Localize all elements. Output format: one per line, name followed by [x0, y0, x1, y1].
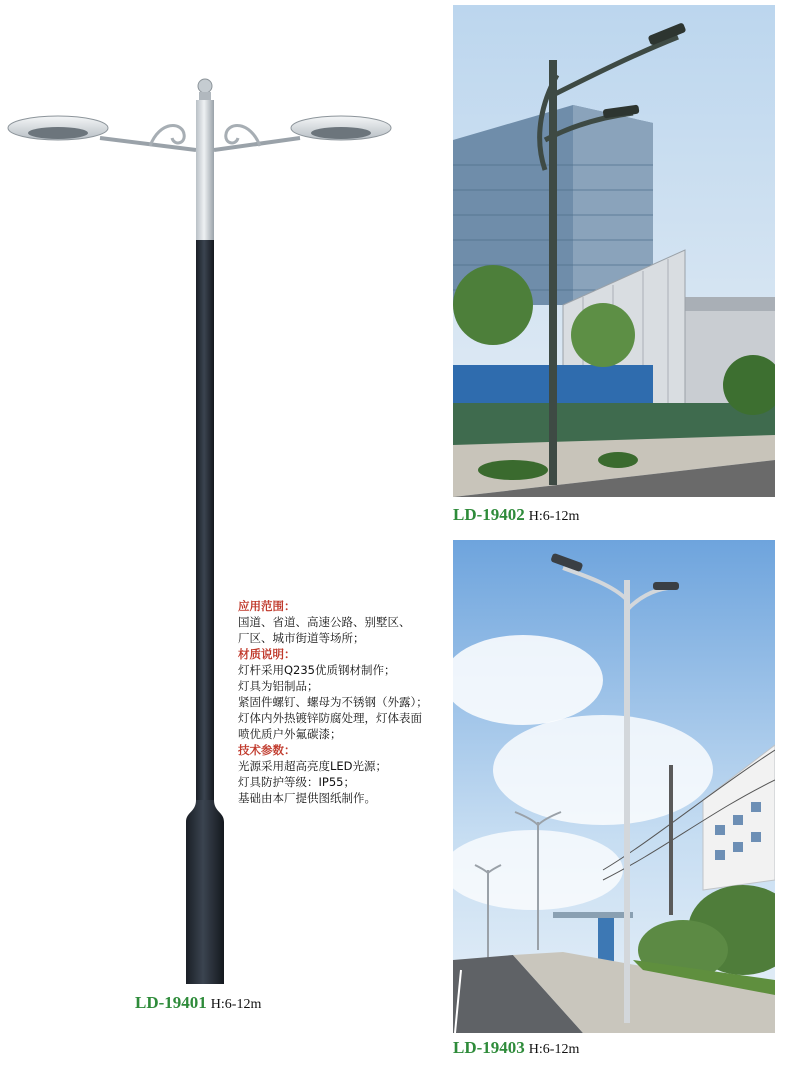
caption-ld19402: [453, 505, 579, 525]
photo-ld19403: [453, 540, 775, 1033]
spec-line: 紧固件螺钉、螺母为不锈钢（外露）；: [238, 695, 428, 709]
spec-line: 灯具防护等级：IP55；: [238, 775, 355, 789]
caption-ld19401: [135, 993, 261, 1013]
product-height: H:6-12m: [528, 1042, 580, 1057]
technical-heading: 技术参数：: [238, 743, 296, 757]
product-height: H:6-12m: [528, 509, 580, 524]
application-heading: 应用范围：: [238, 599, 296, 613]
photo-ld19402: [453, 5, 775, 497]
spec-line: 光源采用超高亮度LED光源；: [238, 759, 388, 773]
spec-line: 喷优质户外氟碳漆；: [238, 727, 342, 741]
product-code: LD-19401: [135, 993, 207, 1012]
product-height: H:6-12m: [210, 997, 262, 1012]
spec-text-block: [238, 598, 468, 806]
spec-line: 基础由本厂提供图纸制作。: [238, 791, 376, 805]
spec-line: 灯杆采用Q235优质钢材制作；: [238, 663, 396, 677]
spec-line: 灯具为铝制品；: [238, 679, 319, 693]
product-code: LD-19402: [453, 505, 525, 524]
material-heading: 材质说明：: [238, 647, 296, 661]
product-code: LD-19403: [453, 1038, 525, 1057]
spec-line: 厂区、城市街道等场所；: [238, 631, 365, 645]
caption-ld19403: [453, 1038, 579, 1058]
spec-line: 国道、省道、高速公路、别墅区、: [238, 615, 411, 629]
spec-line: 灯体内外热镀锌防腐处理，灯体表面: [238, 711, 422, 725]
